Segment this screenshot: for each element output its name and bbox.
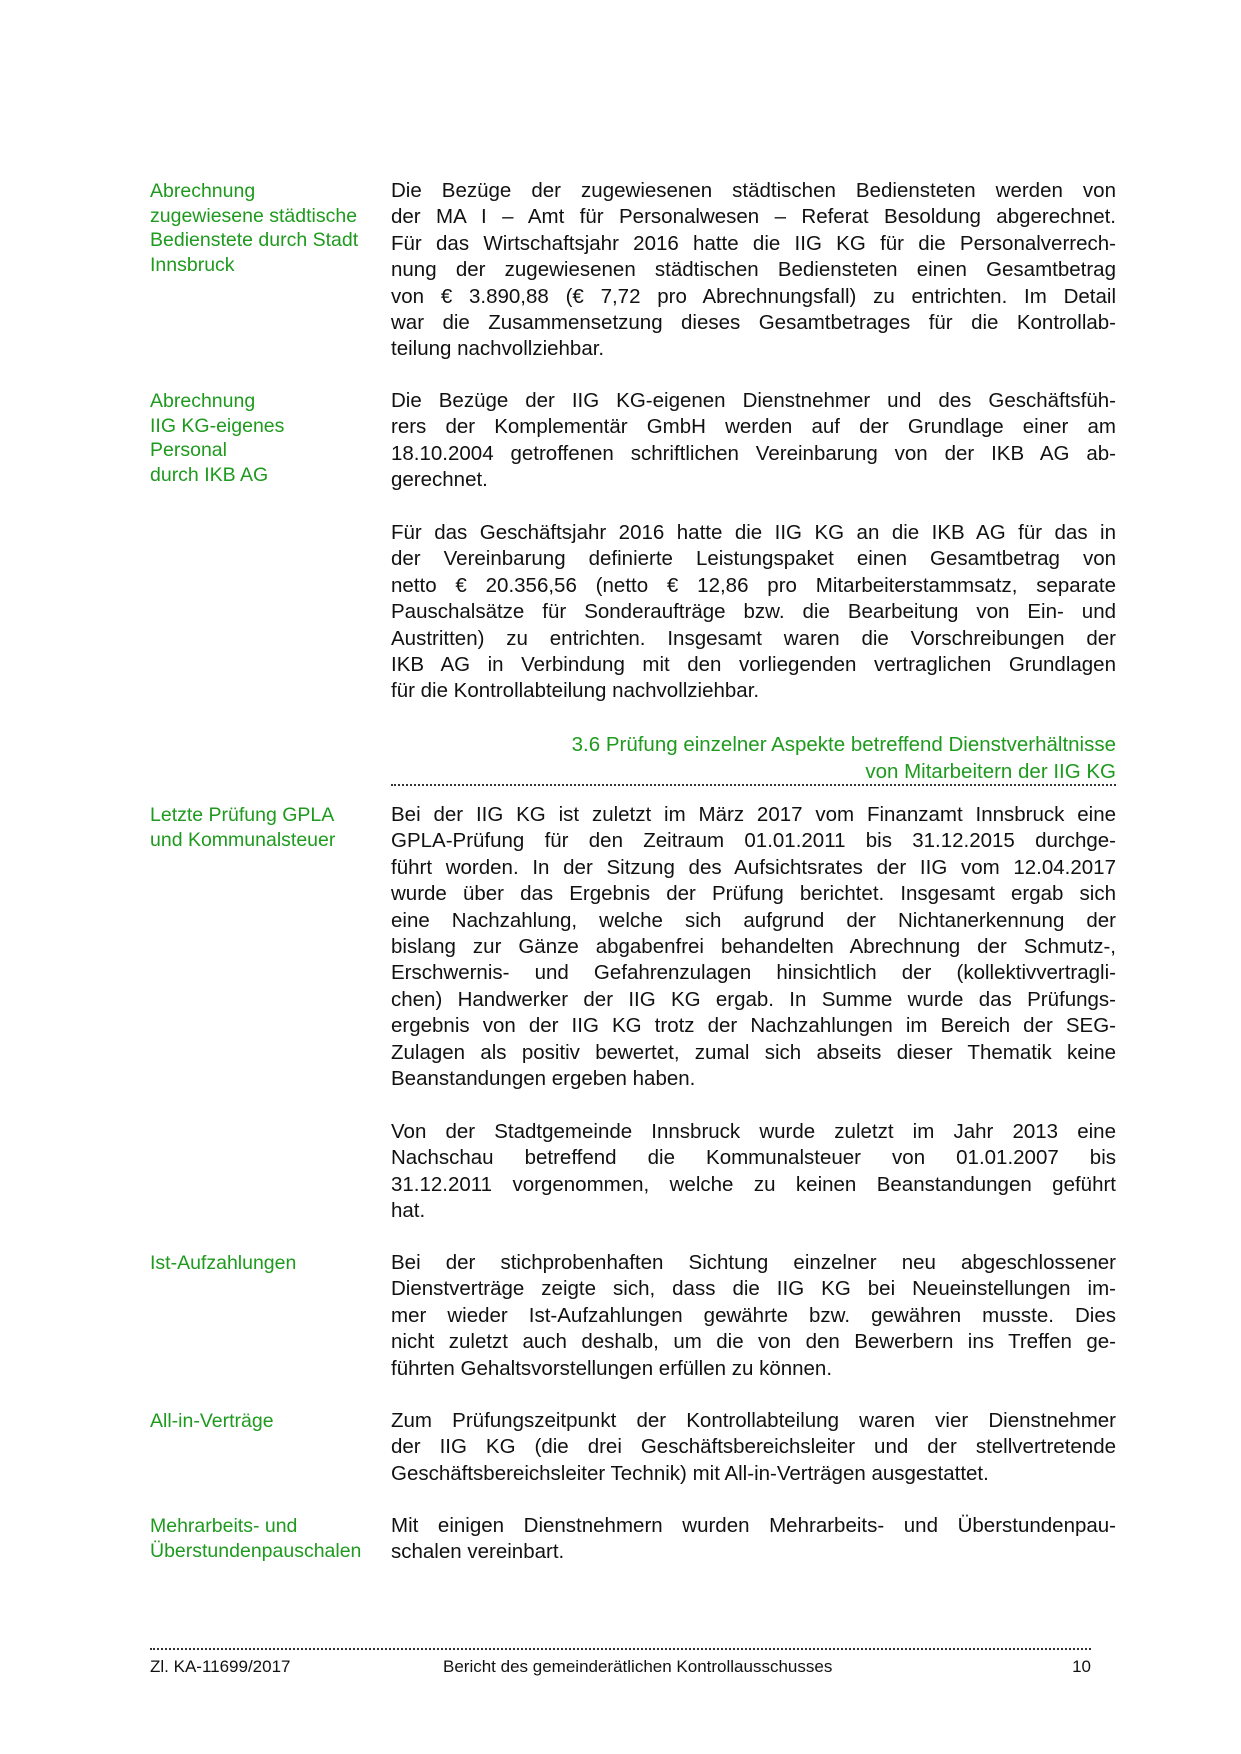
body-paragraph: [391, 802, 1116, 1092]
text-line: Beanstandungen ergeben haben.: [391, 1067, 696, 1091]
text-line: Zum Prüfungszeitpunkt der Kontrollabteilung waren vier Dienstnehmer: [391, 1409, 1116, 1432]
footer-divider: [150, 1648, 1091, 1650]
text-line: eine Nachzahlung, welche sich aufgrund der Nichtanerkennung der: [391, 908, 1116, 932]
text-line: mer wieder Ist-Aufzahlungen gewährte bzw. gewähren musste. Dies: [391, 1303, 1116, 1327]
margin-label: [150, 389, 380, 487]
margin-label-line: Ist-Aufzahlungen: [150, 1252, 297, 1274]
text-line: 18.10.2004 getroffenen schriftlichen Vereinbarung von der IKB AG ab-: [391, 441, 1116, 465]
margin-label-line: Bedienstete durch Stadt: [150, 229, 359, 251]
margin-label-line: Mehrarbeits- und: [150, 1515, 298, 1537]
margin-label-line: Innsbruck: [150, 253, 235, 276]
margin-label-line: Personal: [150, 439, 227, 461]
footer-reference: Zl. KA-11699/2017: [150, 1657, 291, 1676]
text-line: Von der Stadtgemeinde Innsbruck wurde zuletzt im Jahr 2013 eine: [391, 1120, 1116, 1143]
text-line: nung der zugewiesenen städtischen Bediensteten einen Gesamtbetrag: [391, 258, 1116, 282]
text-line: IKB AG in Verbindung mit den vorliegenden vertraglichen Grundlagen: [391, 653, 1116, 677]
text-line: war die Zusammensetzung dieses Gesamtbetrages für die Kontrollab-: [391, 311, 1116, 335]
text-line: Geschäftsbereichsleiter Technik) mit All-in-Verträgen ausgestattet.: [391, 1461, 989, 1485]
text-line: für die Kontrollabteilung nachvollziehbar.: [391, 679, 760, 703]
text-line: führten Gehaltsvorstellungen erfüllen zu können.: [391, 1356, 833, 1380]
text-line: der Vereinbarung definierte Leistungspaket einen Gesamtbetrag von: [391, 547, 1116, 571]
body-paragraph: [391, 1513, 1116, 1566]
text-line: Die Bezüge der zugewiesenen städtischen Bediensteten werden von: [391, 179, 1116, 202]
text-line: von € 3.890,88 (€ 7,72 pro Abrechnungsfall) zu entrichten. Im Detail: [391, 284, 1116, 308]
margin-label: [150, 1514, 380, 1563]
text-line: der MA I – Amt für Personalwesen – Referat Besoldung abgerechnet.: [391, 205, 1116, 229]
body-paragraph: [391, 388, 1116, 494]
heading-divider: [391, 784, 1116, 786]
margin-label: [150, 179, 380, 277]
text-line: Pauschalsätze für Sonderaufträge bzw. die Bearbeitung von Ein- und: [391, 600, 1116, 624]
text-line: rers der Komplementär GmbH werden auf der Grundlage einer am: [391, 415, 1116, 439]
text-line: teilung nachvollziehbar.: [391, 337, 605, 361]
body-paragraph: [391, 520, 1116, 705]
text-line: Erschwernis- und Gefahrenzulagen hinsichtlich der (kollektivvertragli-: [391, 961, 1116, 985]
body-paragraph: [391, 1119, 1116, 1225]
margin-label-line: Abrechnung: [150, 180, 256, 202]
body-paragraph: [391, 1250, 1116, 1382]
page-number: 10: [1072, 1657, 1091, 1676]
text-line: chen) Handwerker der IIG KG ergab. In Summe wurde das Prüfungs-: [391, 987, 1116, 1011]
body-paragraph: [391, 1408, 1116, 1487]
margin-label-line: IIG KG-eigenes: [150, 414, 285, 437]
text-line: der IIG KG (die drei Geschäftsbereichsleiter und der stellvertretende: [391, 1435, 1116, 1459]
text-line: Mit einigen Dienstnehmern wurden Mehrarbeits- und Überstundenpau-: [391, 1514, 1116, 1537]
text-line: Für das Wirtschaftsjahr 2016 hatte die IIG KG für die Personalverrech-: [391, 231, 1116, 255]
text-line: Dienstverträge zeigte sich, dass die IIG KG bei Neueinstellungen im-: [391, 1277, 1116, 1301]
margin-label-line: Abrechnung: [150, 390, 256, 412]
section-heading: [391, 731, 1116, 785]
margin-label-line: durch IKB AG: [150, 463, 269, 486]
text-line: führt worden. In der Sitzung des Aufsichtsrates der IIG vom 12.04.2017: [391, 855, 1116, 879]
text-line: Für das Geschäftsjahr 2016 hatte die IIG KG an die IKB AG für das in: [391, 521, 1116, 544]
text-line: schalen vereinbart.: [391, 1540, 565, 1564]
heading-line: 3.6 Prüfung einzelner Aspekte betreffend Dienstverhältnisse: [571, 733, 1116, 756]
margin-label: [150, 1251, 380, 1276]
margin-label-line: zugewiesene städtische: [150, 204, 358, 227]
text-line: wurde über das Ergebnis der Prüfung berichtet. Insgesamt ergab sich: [391, 882, 1116, 906]
text-line: gerechnet.: [391, 468, 488, 492]
text-line: netto € 20.356,56 (netto € 12,86 pro Mitarbeiterstammsatz, separate: [391, 573, 1116, 597]
body-paragraph: [391, 178, 1116, 363]
text-line: nicht zuletzt auch deshalb, um die von den Bewerbern ins Treffen ge-: [391, 1330, 1116, 1354]
text-line: Bei der IIG KG ist zuletzt im März 2017 vom Finanzamt Innsbruck eine: [391, 803, 1116, 826]
text-line: Bei der stichprobenhaften Sichtung einzelner neu abgeschlossener: [391, 1251, 1116, 1274]
text-line: GPLA-Prüfung für den Zeitraum 01.01.2011 bis 31.12.2015 durchge-: [391, 829, 1116, 853]
footer-title: Bericht des gemeinderätlichen Kontrollausschusses: [443, 1657, 833, 1676]
margin-label-line: Letzte Prüfung GPLA: [150, 804, 335, 826]
margin-label-line: All-in-Verträge: [150, 1410, 274, 1432]
margin-label-line: und Kommunalsteuer: [150, 828, 336, 851]
text-line: Die Bezüge der IIG KG-eigenen Dienstnehmer und des Geschäftsfüh-: [391, 389, 1116, 412]
text-line: Nachschau betreffend die Kommunalsteuer von 01.01.2007 bis: [391, 1146, 1116, 1170]
margin-label-line: Überstundenpauschalen: [150, 1539, 362, 1562]
text-line: hat.: [391, 1199, 426, 1223]
text-line: ergebnis von der IIG KG trotz der Nachzahlungen im Bereich der SEG-: [391, 1014, 1116, 1038]
text-line: 31.12.2011 vorgenommen, welche zu keinen Beanstandungen geführt: [391, 1172, 1116, 1196]
text-line: Zulagen als positiv bewertet, zumal sich abseits dieser Thematik keine: [391, 1040, 1116, 1064]
margin-label: [150, 803, 380, 852]
text-line: Austritten) zu entrichten. Insgesamt waren die Vorschreibungen der: [391, 626, 1116, 650]
heading-line: von Mitarbeitern der IIG KG: [865, 760, 1116, 783]
text-line: bislang zur Gänze abgabenfrei behandelten Abrechnung der Schmutz-,: [391, 935, 1116, 959]
margin-label: [150, 1409, 380, 1434]
